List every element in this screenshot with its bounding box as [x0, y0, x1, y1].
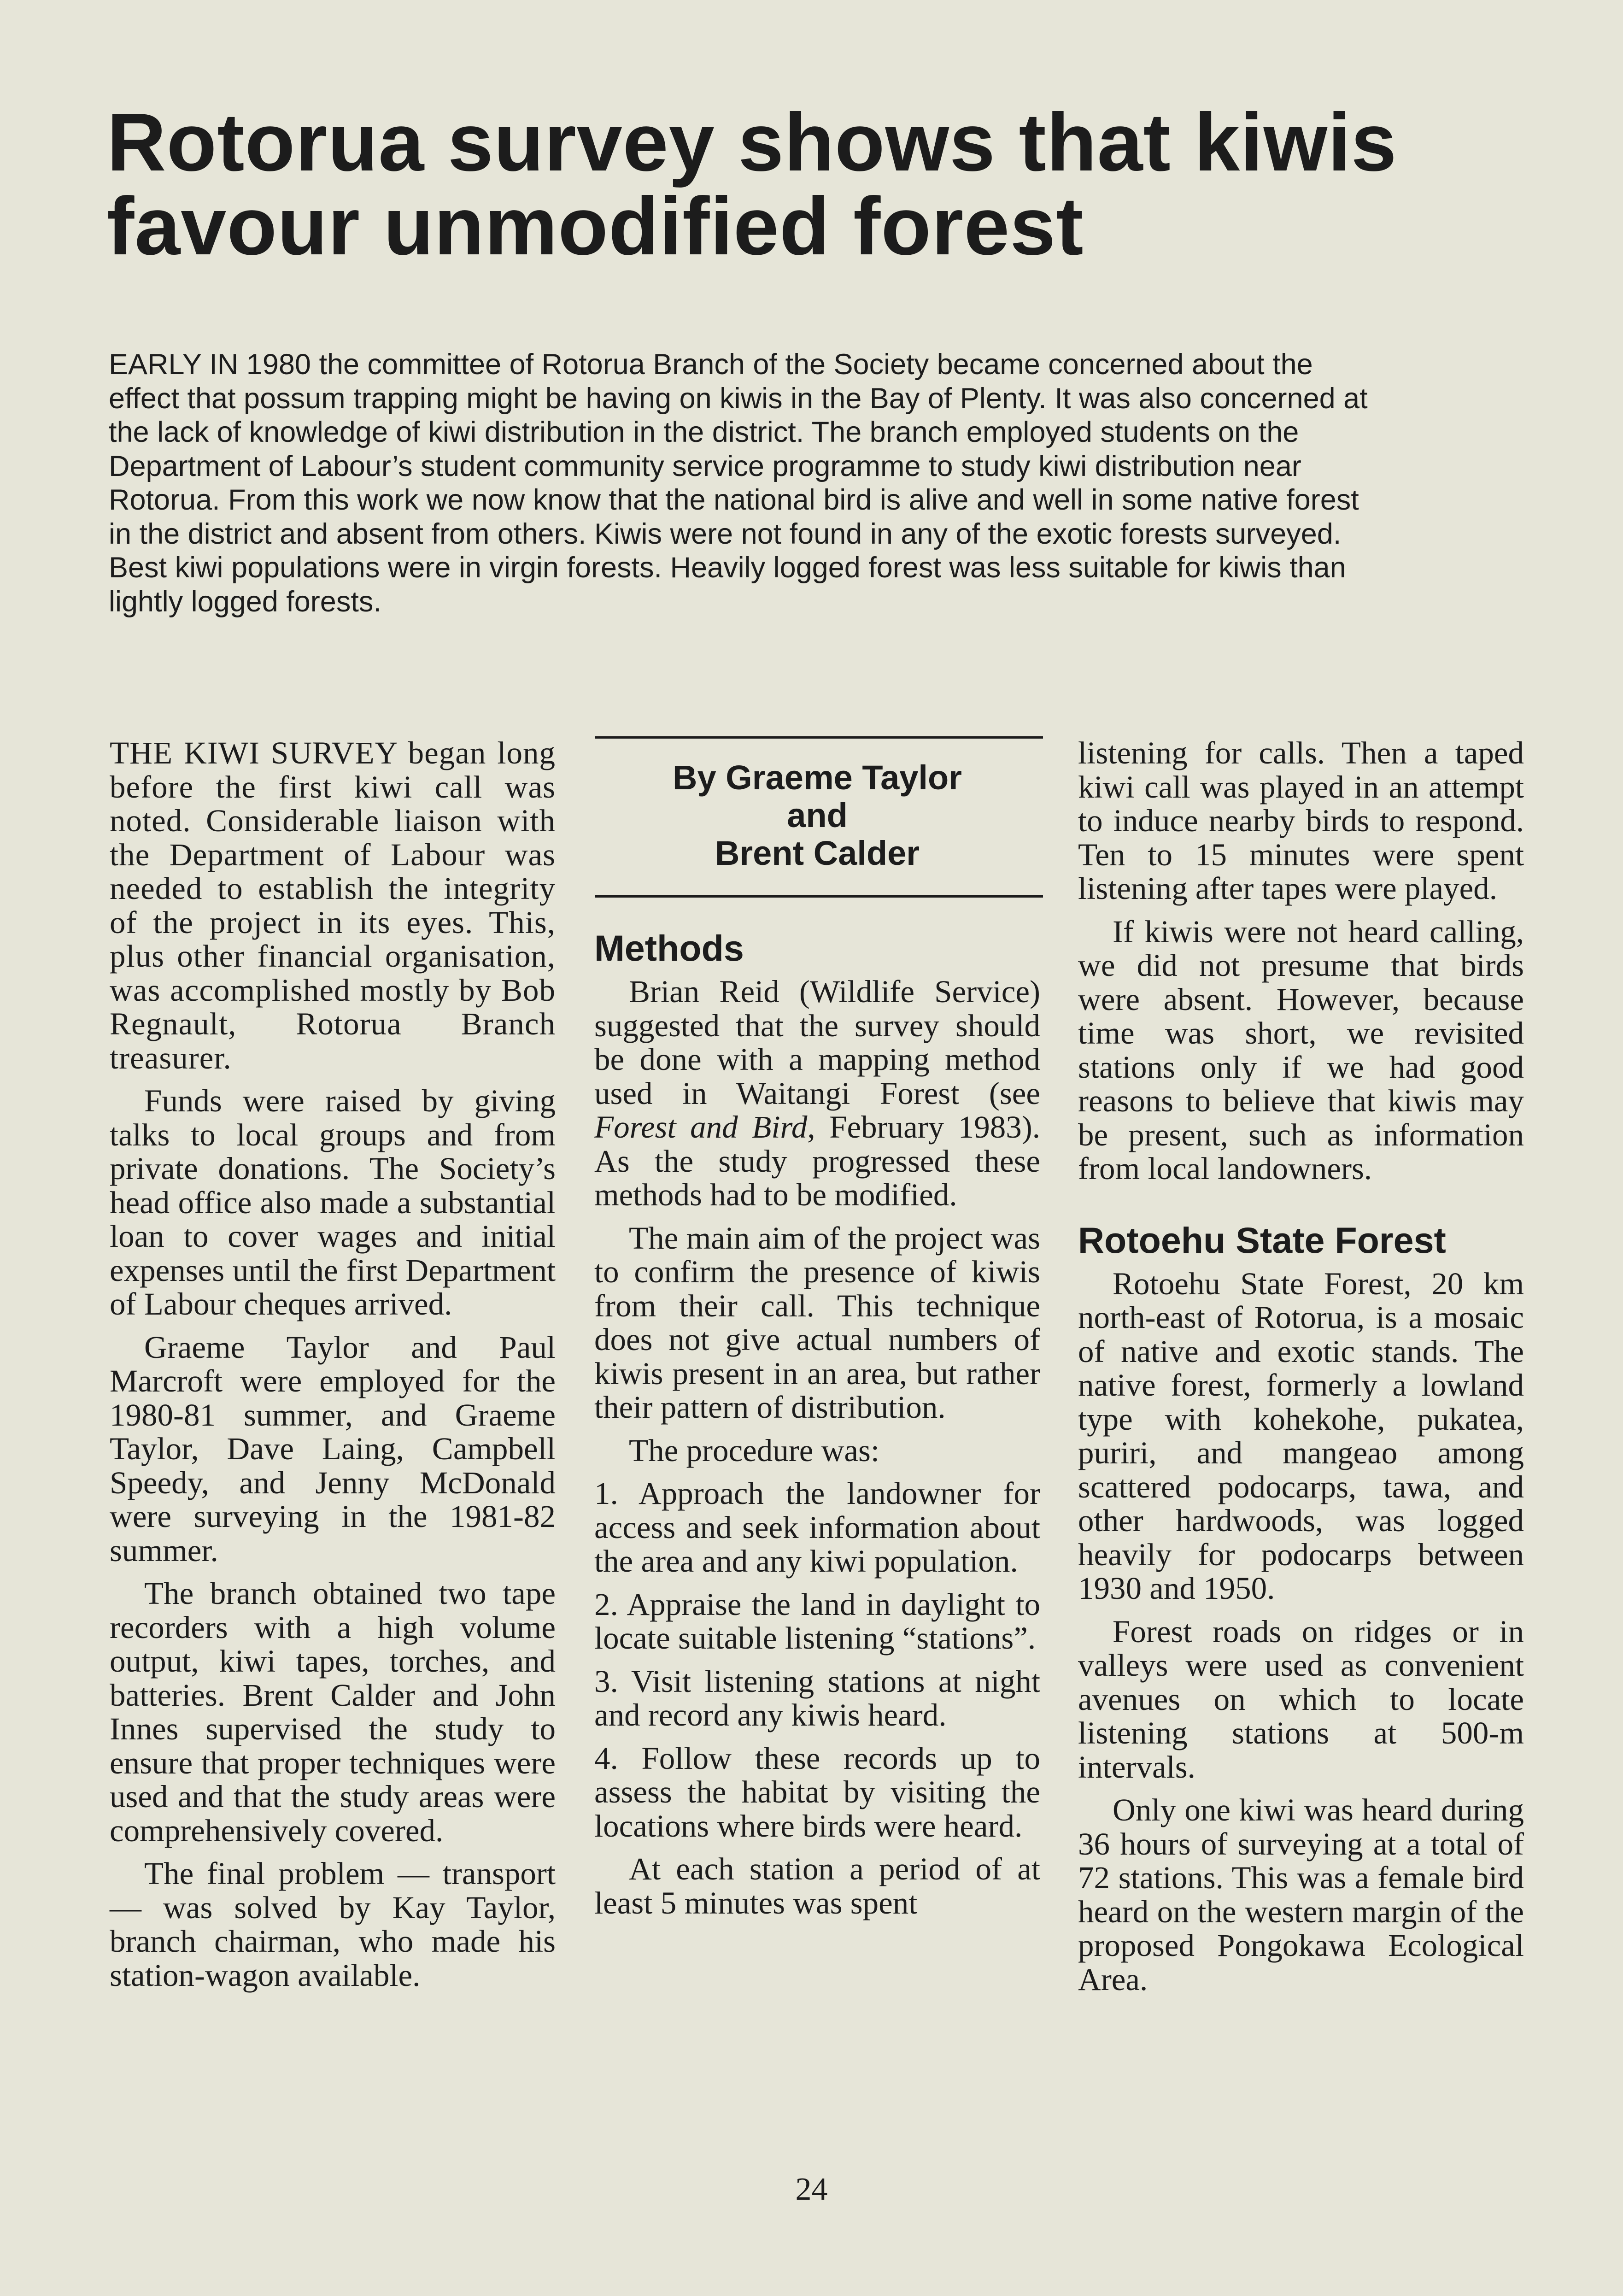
procedure-step-1: 1. Approach the landowner for access and seek information about the area and any kiwi population.	[594, 1476, 1040, 1579]
intro-paragraph: EARLY IN 1980 the committee of Rotorua Branch of the Society became concerned about the effect that possum trapping might be having on kiwis in the Bay of Plenty. It was also concerned at the lack of knowledge of kiwi distribution in the district. The branch employed students on the Department of Labour’s student community service programme to study kiwi distribution near Rotorua. From this work we now know that the national bird is alive and well in some native forest in the district and absent from others. Kiwis were not found in any of the exotic forests surveyed. Best kiwi populations were in virgin forests. Heavily logged forest was less suitable for kiwis than lightly logged forests.	[109, 348, 1368, 618]
body-paragraph: The procedure was:	[629, 1433, 880, 1468]
body-paragraph: If kiwis were not heard calling, we did not presume that birds were absent. However, because time was short, we revisited stations only if we had good reasons to believe that kiwis may be present, such as information from local landowners.	[1078, 914, 1524, 1186]
byline-author-1: By Graeme Taylor	[673, 758, 962, 797]
column-2	[594, 736, 1040, 1929]
body-paragraph: Funds were raised by giving talks to local groups and from private donations. The Society’s head office also made a substantial loan to cover wages and initial expenses until the first Department of Labour cheques arrived.	[110, 1083, 556, 1321]
methods-heading: Methods	[594, 928, 744, 969]
rotoehu-heading: Rotoehu State Forest	[1078, 1219, 1446, 1261]
body-paragraph	[594, 975, 1040, 1212]
byline	[594, 759, 1040, 872]
byline-and: and	[787, 796, 848, 834]
column-3	[1078, 736, 1524, 2006]
body-paragraph: THE KIWI SURVEY began long before the first kiwi call was noted. Considerable liaison with the Department of Labour was needed to establish the integrity of the project in its eyes. This, plus other financial organisation, was accomplished mostly by Bob Regnault, Rotorua Branch treasurer.	[110, 735, 556, 1075]
magazine-title: Forest and Bird	[594, 1110, 808, 1145]
page-number: 24	[795, 2172, 828, 2207]
body-paragraph: The branch obtained two tape recorders with a high volume output, kiwi tapes, torches, and batteries. Brent Calder and John Innes supervised the study to ensure that proper techniques were used and that the study areas were comprehensively covered.	[110, 1576, 556, 1848]
methods-text-b: , February 1983). As the study progressed these methods had to be modified.	[594, 1110, 1041, 1212]
body-paragraph: listening for calls. Then a taped kiwi call was played in an attempt to induce nearby birds to respond. Ten to 15 minutes were spent listening after tapes were played.	[1078, 735, 1524, 906]
byline-top-rule	[595, 736, 1043, 739]
byline-author-2: Brent Calder	[715, 834, 920, 872]
byline-bottom-rule	[595, 895, 1043, 898]
methods-text-a: Brian Reid (Wildlife Service) suggested that the survey should be done with a mapping method used in Waitangi Forest (see	[594, 974, 1040, 1111]
body-paragraph: Rotoehu State Forest, 20 km north-east of Rotorua, is a mosaic of native and exotic stands. The native forest, formerly a lowland type with kohekohe, pukatea, puriri, and mangeao among scattered podocarps, tawa, and other hardwoods, was logged heavily for podocarps between 1930 and 1950.	[1078, 1266, 1524, 1606]
title-line-1: Rotorua survey shows that kiwis	[107, 96, 1397, 188]
title-line-2: favour unmodified forest	[107, 180, 1084, 272]
procedure-step-4: 4. Follow these records up to assess the habitat by visiting the locations where birds were heard.	[594, 1740, 1040, 1844]
article-title	[107, 96, 1489, 272]
body-paragraph: Forest roads on ridges or in valleys were used as convenient avenues on which to locate listening stations at 500-m intervals.	[1078, 1614, 1524, 1785]
body-paragraph: The main aim of the project was to confirm the presence of kiwis from their call. This technique does not give actual numbers of kiwis present in an area, but rather their pattern of distribution.	[594, 1220, 1040, 1425]
body-paragraph: The final problem — transport — was solved by Kay Taylor, branch chairman, who made his station-wagon available.	[110, 1856, 556, 1993]
body-paragraph: Graeme Taylor and Paul Marcroft were employed for the 1980-81 summer, and Graeme Taylor, Dave Laing, Campbell Speedy, and Jenny McDonald were surveying in the 1981-82 summer.	[110, 1329, 556, 1568]
body-paragraph: Only one kiwi was heard during 36 hours of surveying at a total of 72 stations. This was a female bird heard on the western margin of the proposed Pongokawa Ecological Area.	[1078, 1792, 1524, 1997]
procedure-step-2: 2. Appraise the land in daylight to locate suitable listening “stations”.	[594, 1586, 1040, 1656]
procedure-step-3: 3. Visit listening stations at night and record any kiwis heard.	[594, 1663, 1040, 1732]
column-1	[110, 736, 556, 2002]
body-paragraph: At each station a period of at least 5 minutes was spent	[594, 1851, 1040, 1920]
